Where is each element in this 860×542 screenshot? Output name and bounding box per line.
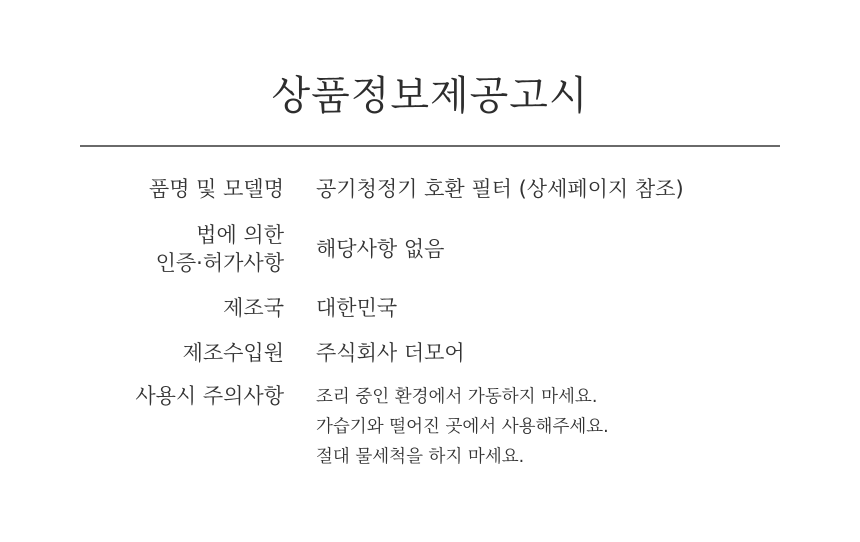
row-value-line: 주식회사 더모어 (316, 341, 465, 365)
row-label (80, 382, 284, 410)
page-title: 상품정보제공고시 (271, 73, 589, 119)
row-value-line: 가습기와 떨어진 곳에서 사용해주세요. (316, 417, 609, 437)
row-value-line: 해당사항 없음 (316, 237, 445, 261)
row-value-line: 조리 중인 환경에서 가동하지 마세요. (316, 387, 598, 407)
title-divider (80, 145, 780, 147)
row-value (316, 382, 786, 472)
row-value-line: 절대 물세척을 하지 마세요. (316, 447, 525, 467)
row-label-line: 법에 의한 (196, 223, 284, 247)
row-label (80, 175, 284, 203)
row-label-line: 품명 및 모델명 (148, 177, 284, 201)
row-value (316, 235, 786, 263)
row-value-line: 대한민국 (316, 296, 398, 320)
row-label-line: 인증·허가사항 (155, 251, 284, 275)
row-label (80, 221, 284, 277)
row-label-line: 사용시 주의사항 (135, 384, 284, 408)
row-value (316, 175, 786, 203)
row-label-line: 제조수입원 (182, 341, 284, 365)
row-value (316, 294, 786, 322)
row-label (80, 294, 284, 322)
row-label-line: 제조국 (223, 296, 284, 320)
row-value-line: 공기청정기 호환 필터 (상세페이지 참조) (316, 177, 684, 201)
row-value (316, 339, 786, 367)
row-label (80, 339, 284, 367)
